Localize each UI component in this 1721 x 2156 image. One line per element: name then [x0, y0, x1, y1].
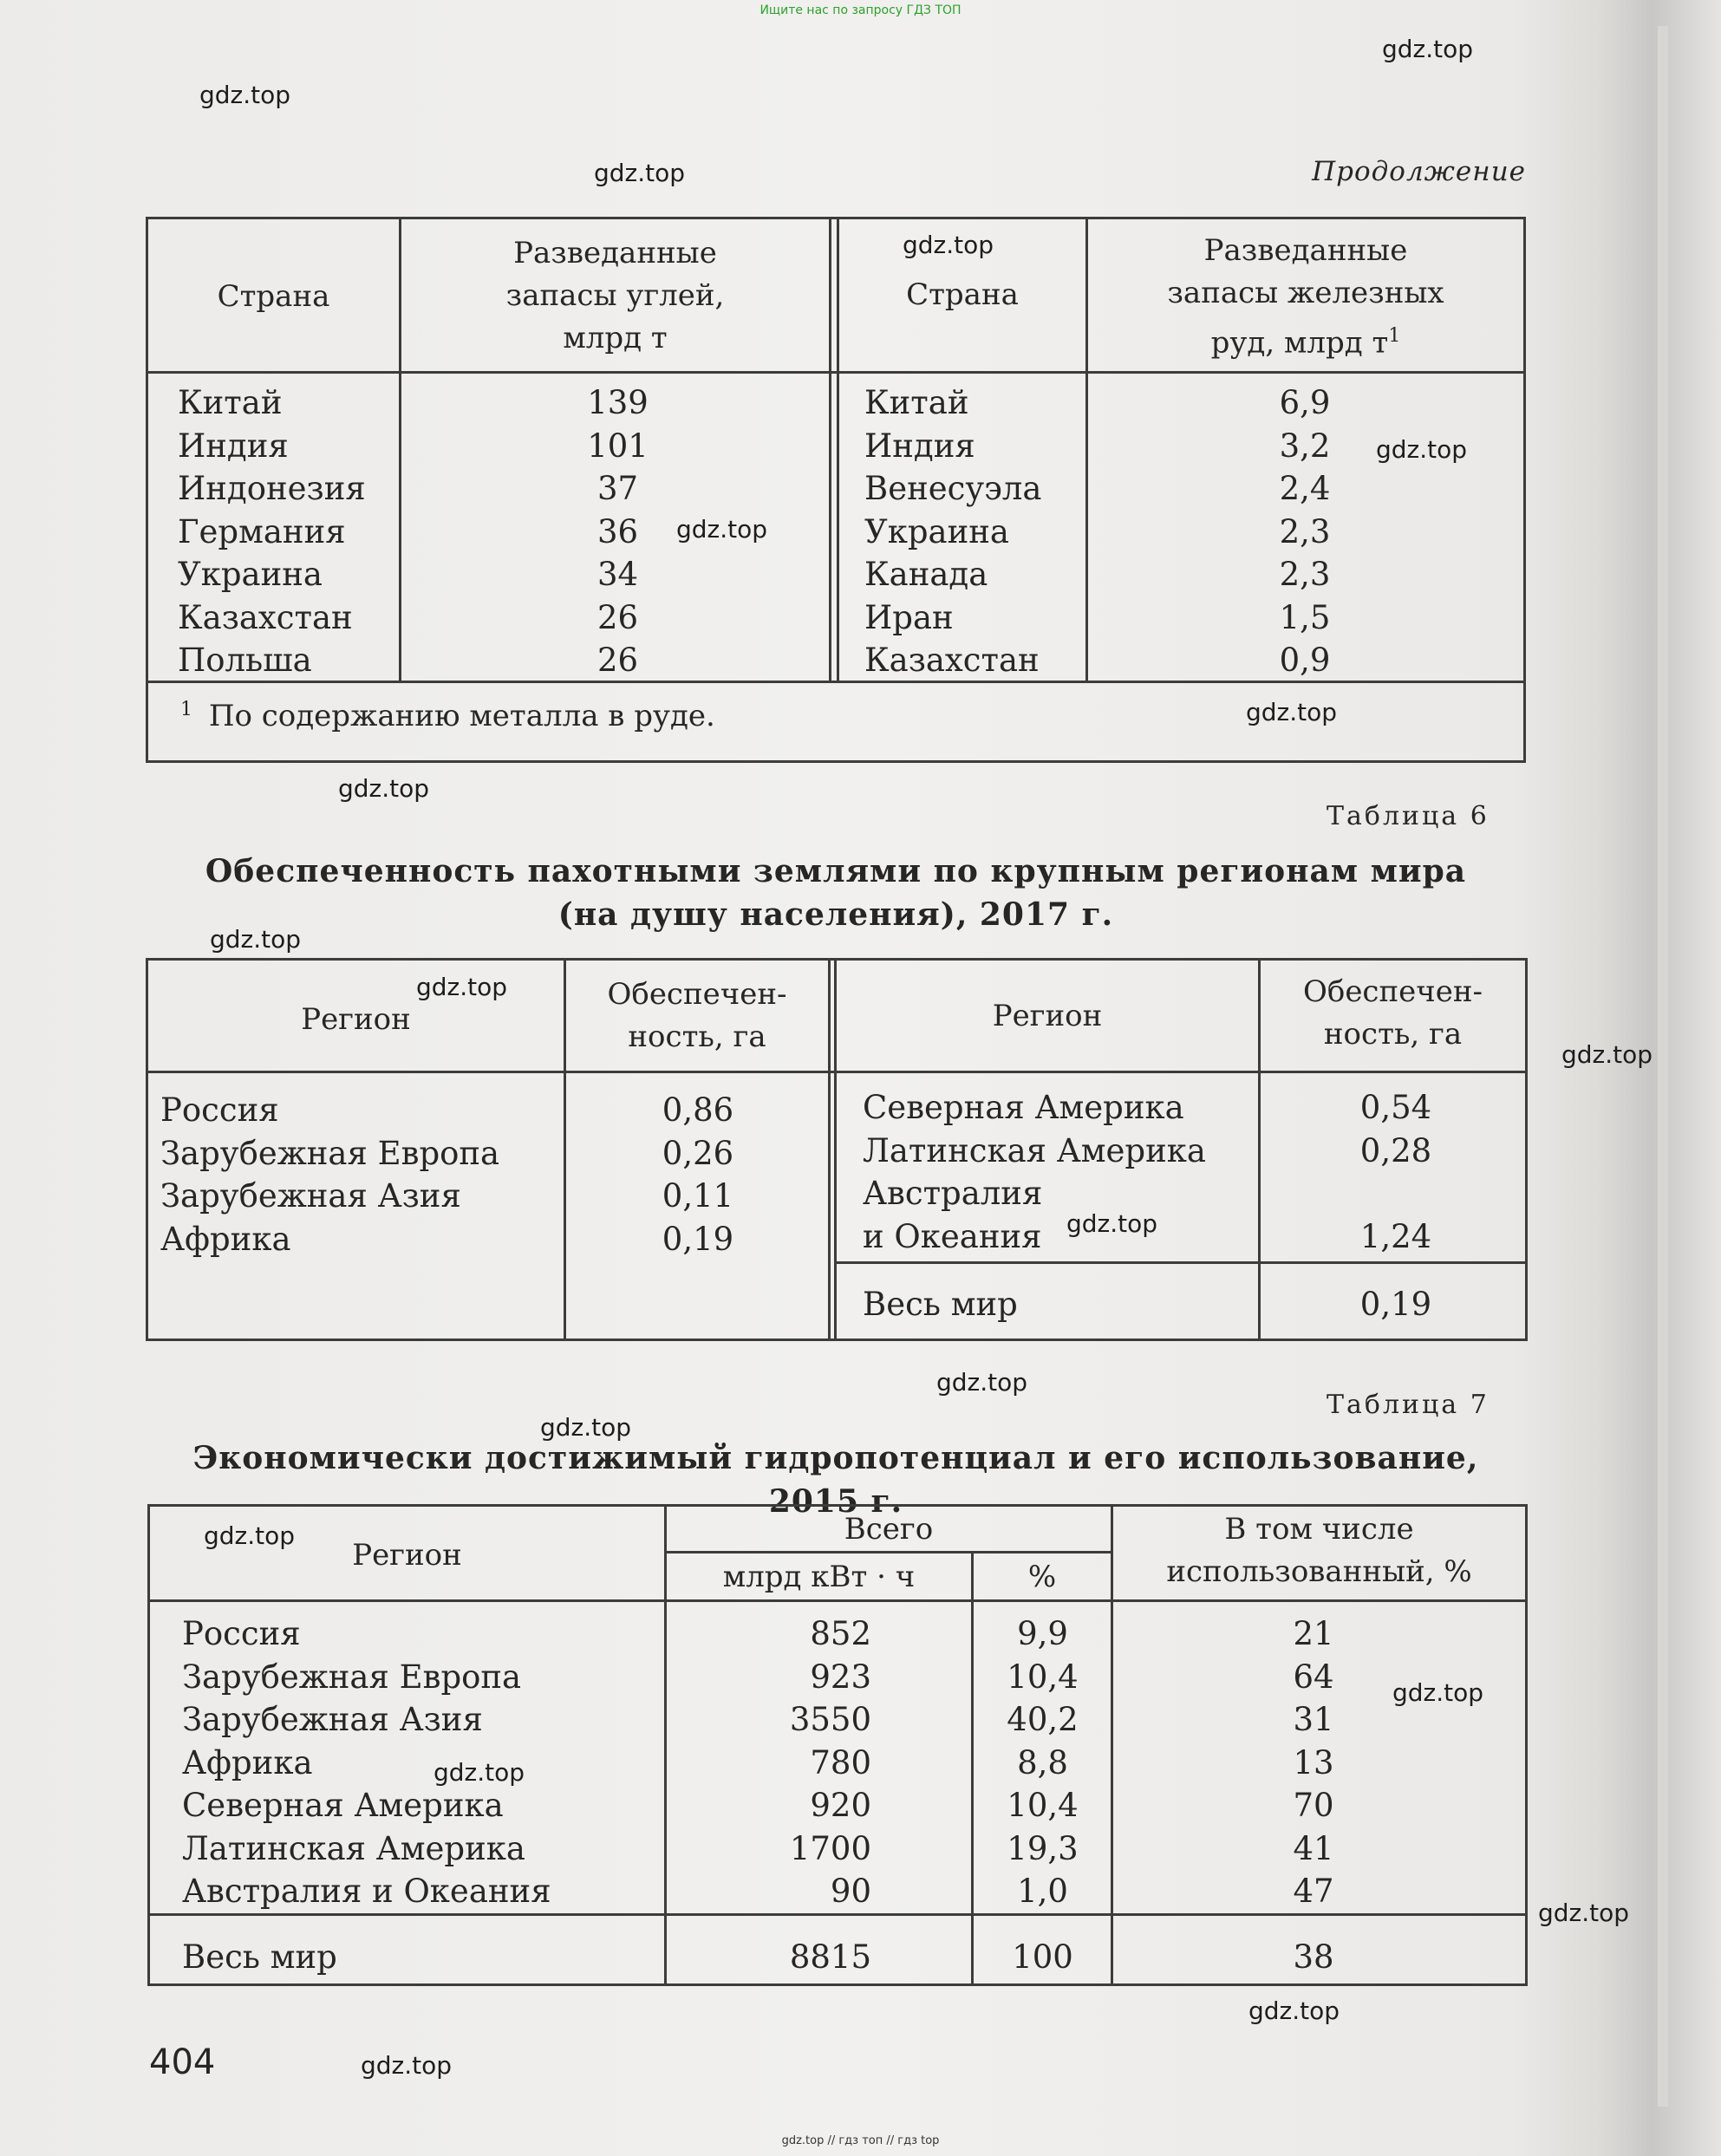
- watermark: gdz.top: [936, 1368, 1028, 1397]
- list-item: 1,24: [1359, 1217, 1432, 1255]
- footnote: $^1$ По содержанию металла в руде.: [180, 699, 715, 734]
- list-item: 1700: [789, 1829, 871, 1867]
- pct-list: [988, 1612, 1097, 1913]
- list-item: 13: [1293, 1743, 1334, 1781]
- table-6-label: Таблица 6: [1327, 801, 1490, 831]
- world-label: Весь мир: [182, 1938, 337, 1976]
- world-label: Весь мир: [863, 1286, 1018, 1323]
- watermark: gdz.top: [204, 1521, 296, 1550]
- list-item: 36: [596, 512, 639, 550]
- list-item: 9,9: [1017, 1615, 1068, 1652]
- right-region-list: [863, 1086, 1206, 1258]
- list-item: Германия: [178, 512, 346, 550]
- header-iron-3: руд, млрд $т^1$: [1210, 325, 1401, 361]
- list-item: 37: [596, 470, 639, 507]
- iron-country-list: [864, 381, 1041, 682]
- list-item: 70: [1293, 1787, 1334, 1824]
- list-item: 26: [596, 642, 639, 679]
- header-supply-1: Обеспечен-: [607, 977, 787, 1012]
- watermark: gdz.top: [1382, 35, 1474, 63]
- right-value-list: [1340, 1086, 1452, 1258]
- header-region: Регион: [301, 1002, 411, 1037]
- list-item: 8,8: [1017, 1743, 1068, 1781]
- watermark: gdz.top: [416, 973, 508, 1001]
- region-list: [182, 1612, 551, 1913]
- watermark: gdz.top: [1376, 435, 1468, 464]
- watermark: gdz.top: [199, 81, 291, 109]
- list-item: 2,3: [1279, 512, 1331, 550]
- list-item: Индия: [178, 427, 289, 465]
- header-iron-1: Разведанные: [1203, 233, 1408, 268]
- header-pct: %: [1027, 1560, 1057, 1594]
- header-twh: млрд кВт · ч: [722, 1560, 916, 1594]
- list-item: 41: [1293, 1829, 1334, 1867]
- header-coal-3: млрд т: [563, 321, 668, 355]
- list-item: 47: [1293, 1873, 1334, 1910]
- page-number: 404: [149, 2042, 216, 2082]
- header-region-2: Регион: [992, 999, 1103, 1033]
- list-item: 923: [810, 1658, 871, 1696]
- list-item: 40,2: [1007, 1701, 1079, 1738]
- list-item: 2,4: [1279, 470, 1331, 507]
- watermark: gdz.top: [1538, 1899, 1630, 1927]
- left-value-list: [642, 1089, 754, 1260]
- list-item: Африка: [160, 1220, 291, 1258]
- list-item: 0,19: [662, 1220, 734, 1258]
- watermark: gdz.top: [338, 774, 430, 803]
- list-item: 0,28: [1359, 1131, 1432, 1169]
- watermark: gdz.top: [361, 2051, 453, 2080]
- table-7-label: Таблица 7: [1327, 1390, 1490, 1420]
- list-item: 0,86: [662, 1091, 734, 1129]
- list-item: 1,0: [1017, 1873, 1068, 1910]
- left-region-list: [160, 1089, 499, 1260]
- header-region: Регион: [352, 1538, 462, 1573]
- page-edge-shadow: [1658, 26, 1668, 2107]
- list-item: 90: [830, 1873, 871, 1910]
- list-item: 1,5: [1279, 598, 1331, 636]
- header-total: Всего: [844, 1512, 934, 1547]
- list-item: 3,2: [1279, 427, 1331, 465]
- watermark: gdz.top: [1248, 1996, 1340, 2025]
- list-item: Индия: [864, 427, 975, 465]
- world-twh: 8815: [789, 1938, 871, 1976]
- continuation-label: Продолжение: [1312, 156, 1526, 187]
- coal-country-list: [178, 381, 366, 682]
- list-item: Австралия: [863, 1175, 1043, 1212]
- list-item: 10,4: [1007, 1787, 1079, 1824]
- list-item: Украина: [864, 512, 1009, 550]
- list-item: Зарубежная Европа: [160, 1134, 500, 1172]
- list-item: Австралия и Океания: [182, 1873, 551, 1910]
- list-item: Северная Америка: [863, 1089, 1184, 1126]
- header-country-2: Страна: [906, 277, 1019, 312]
- watermark: gdz.top: [903, 231, 994, 259]
- list-item: 34: [596, 556, 639, 593]
- list-item: 852: [810, 1615, 871, 1652]
- list-item: Зарубежная Азия: [160, 1177, 461, 1215]
- header-used-1: В том числе: [1224, 1512, 1414, 1547]
- list-item: Латинская Америка: [182, 1829, 525, 1867]
- header-used-2: использованный, %: [1166, 1554, 1472, 1589]
- list-item: 0,26: [662, 1134, 734, 1172]
- list-item: 139: [587, 384, 649, 421]
- list-item: 64: [1293, 1658, 1334, 1696]
- watermark: gdz.top: [540, 1413, 632, 1442]
- list-item: Северная Америка: [182, 1787, 504, 1824]
- list-item: 920: [810, 1787, 871, 1824]
- list-item: Россия: [182, 1615, 301, 1652]
- watermark: gdz.top: [210, 925, 302, 954]
- coal-value-list: [555, 381, 681, 682]
- table-7-title: Экономически достижимый гидропотенциал и его использование, 2015 г.: [192, 1440, 1479, 1520]
- list-item: Африка: [182, 1743, 313, 1781]
- header-country: Страна: [217, 279, 330, 314]
- list-item: 0,11: [662, 1177, 734, 1215]
- list-item: 19,3: [1007, 1829, 1079, 1867]
- watermark: gdz.top: [1561, 1040, 1653, 1069]
- list-item: Канада: [864, 556, 988, 593]
- watermark: gdz.top: [434, 1758, 525, 1787]
- header-coal-2: запасы углей,: [505, 278, 725, 313]
- header-iron-2: запасы железных: [1167, 276, 1444, 310]
- list-item: [1340, 1172, 1452, 1215]
- world-pct: 100: [1012, 1938, 1073, 1976]
- list-item: 26: [596, 598, 639, 636]
- watermark: gdz.top: [594, 159, 686, 187]
- list-item: 6,9: [1279, 384, 1331, 421]
- list-item: и Океания: [863, 1217, 1042, 1255]
- list-item: 3550: [789, 1701, 871, 1738]
- header-coal-1: Разведанные: [513, 236, 717, 270]
- list-item: 101: [587, 427, 649, 465]
- twh-list: [763, 1612, 871, 1913]
- header-supply-3: Обеспечен-: [1302, 974, 1483, 1009]
- watermark: gdz.top: [1066, 1209, 1158, 1238]
- list-item: 21: [1293, 1615, 1334, 1652]
- watermark: gdz.top: [676, 515, 768, 544]
- table-6-title: Обеспеченность пахотными землями по крупным регионам мира (на душу населения), 2017 г.: [205, 853, 1467, 933]
- list-item: Россия: [160, 1091, 279, 1129]
- watermark: gdz.top: [1392, 1678, 1484, 1707]
- used-list: [1270, 1612, 1357, 1913]
- list-item: Венесуэла: [864, 470, 1042, 507]
- list-item: Казахстан: [178, 598, 353, 636]
- list-item: 10,4: [1007, 1658, 1079, 1696]
- list-item: Индонезия: [178, 470, 366, 507]
- list-item: Китай: [864, 384, 969, 421]
- list-item: Польша: [178, 642, 312, 679]
- list-item: Казахстан: [864, 642, 1040, 679]
- watermark: gdz.top: [1246, 698, 1338, 726]
- list-item: Иран: [864, 598, 954, 636]
- top-banner[interactable]: Ищите нас по запросу ГДЗ ТОП: [759, 3, 962, 17]
- header-supply-2: ность, га: [628, 1019, 766, 1054]
- bottom-banner[interactable]: gdz.top // гдз топ // гдз top: [781, 2134, 940, 2147]
- header-supply-4: ность, га: [1323, 1017, 1463, 1052]
- world-used: 38: [1293, 1938, 1334, 1976]
- list-item: Китай: [178, 384, 283, 421]
- list-item: 0,9: [1279, 642, 1331, 679]
- list-item: Зарубежная Европа: [182, 1658, 522, 1696]
- list-item: 31: [1293, 1701, 1334, 1738]
- list-item: 2,3: [1279, 556, 1331, 593]
- world-value: 0,19: [1359, 1286, 1432, 1323]
- list-item: 780: [810, 1743, 871, 1781]
- list-item: Латинская Америка: [863, 1131, 1206, 1169]
- list-item: 0,54: [1359, 1089, 1432, 1126]
- iron-value-list: [1248, 381, 1361, 682]
- list-item: Зарубежная Азия: [182, 1701, 483, 1738]
- list-item: Украина: [178, 556, 323, 593]
